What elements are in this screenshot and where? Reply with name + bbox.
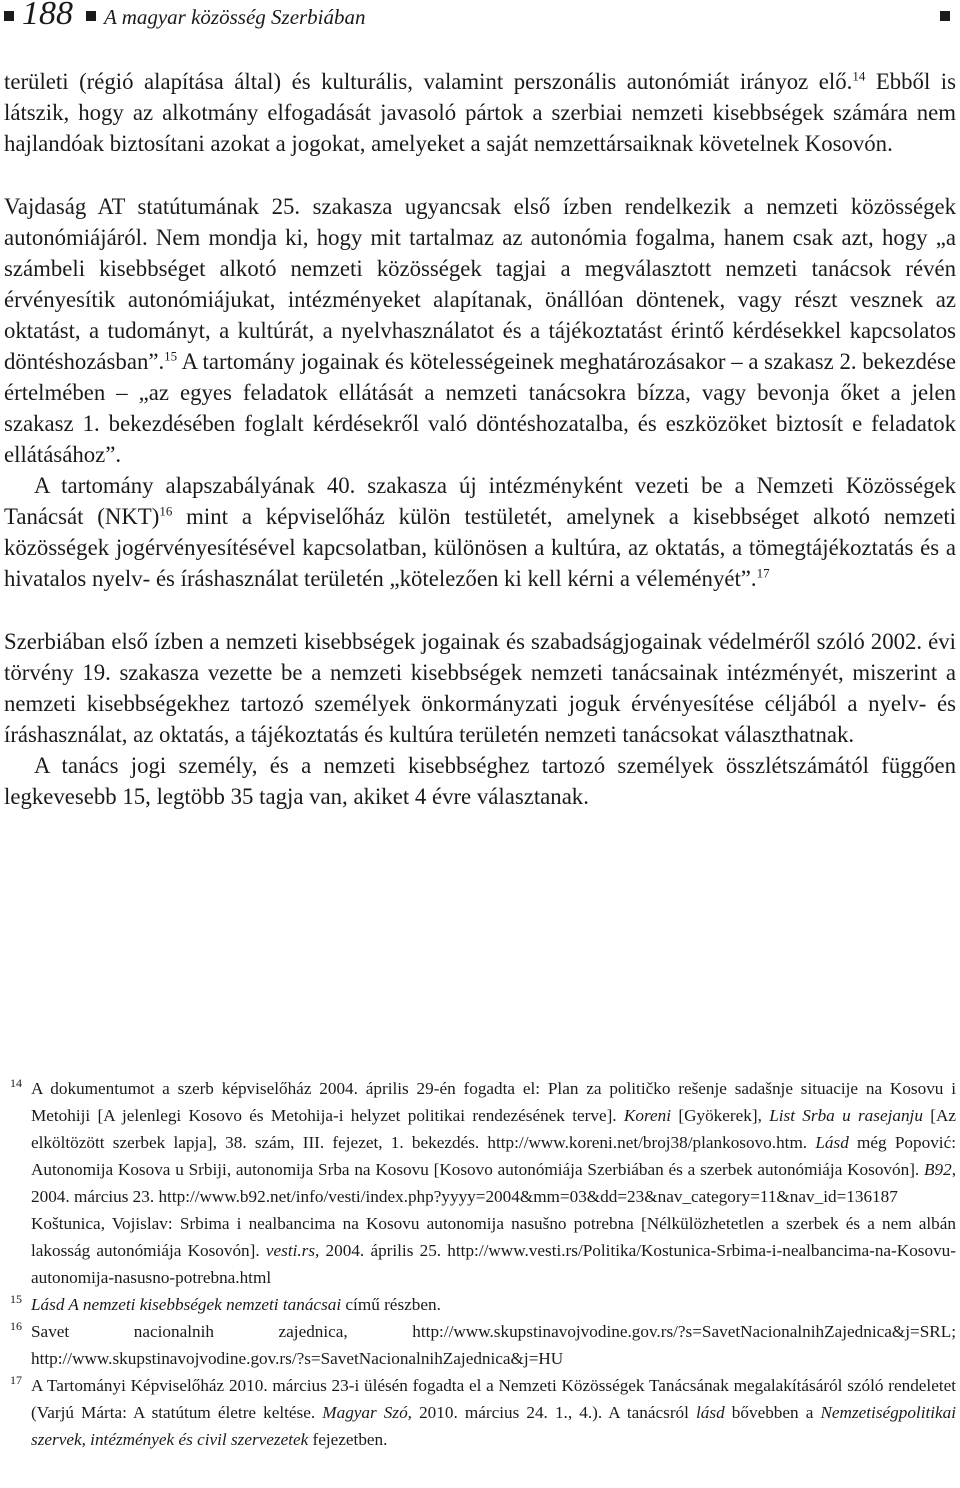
footnote-17: 17 A Tartományi Képviselőház 2010. március 23-i ülésén fogadta el a Nemzeti Közösségek Tanácsának megalakításáról szóló rendeletet (Varjú Márta: A statútum életre keltése. Magyar Szó, 2010. március 24. 1., 4.). A tanácsról lásd bővebben a Nemzetiségpolitikai szervek, intézmények és civil szervezetek fejezetben. xyxy=(4,1372,956,1453)
paragraph-3: A tartomány alapszabályának 40. szakasza új intézményként vezeti be a Nemzeti Közösségek Tanácsát (NKT)$^{16}$ mint a képviselőház külön testületét, amelynek a kisebbséget alkotó nemzeti közösségek jogérvényesítésével kapcsolatban, különösen a kultúra, az oktatás, a tömegtájékoztatás és a hivatalos nyelv- és íráshasználat területén „kötelezően ki kell kérni a véleményét”.$^{17}$ xyxy=(4,473,956,591)
footnote-number: 16 xyxy=(10,1319,22,1333)
paragraph-5: A tanács jogi személy, és a nemzeti kisebbséghez tartozó személyek összlétszámától függően legkevesebb 15, legtöbb 35 tagja van, akiket 4 évre választanak. xyxy=(4,753,956,809)
footnote-ref-17[interactable]: 17 xyxy=(756,565,770,581)
footnote-ref-14[interactable]: 14 xyxy=(852,68,866,84)
page-number: 188 xyxy=(22,0,73,32)
running-header xyxy=(0,0,960,40)
footnote-14-continued: Koštunica, Vojislav: Srbima i nealbancima na Kosovu autonomija nasušno potrebna [Nélkülözhetetlen a szerbek és a nem albán lakosság autonómiája Kosovón]. vesti.rs, 2004. április 25. http://www.vesti.rs/Politika/Kostunica-Srbima-i-nealbancima-na-Kosovu-autonomija-nasusno-potrebna.html xyxy=(31,1214,956,1287)
footnotes xyxy=(4,1075,956,1453)
header-square-icon xyxy=(4,11,14,21)
footnote-15: 15 Lásd A nemzeti kisebbségek nemzeti tanácsai című részben. xyxy=(4,1291,956,1318)
header-square-icon xyxy=(940,11,950,21)
footnote-number: 15 xyxy=(10,1292,22,1306)
footnote-ref-15[interactable]: 15 xyxy=(164,348,178,364)
footnote-ref-16[interactable]: 16 xyxy=(159,503,173,519)
paragraph-4: Szerbiában első ízben a nemzeti kisebbségek jogainak és szabadságjogainak védelméről szóló 2002. évi törvény 19. szakasza vezette be a nemzeti kisebbségek nemzeti tanácsainak intézményét, miszerint a nemzeti kisebbségekhez tartozó személyek önkormányzati joguk érvényesítése céljából a nyelv- és íráshasználat, az oktatás, a tájékoztatás és kultúra területén nemzeti tanácsokat választhatnak. xyxy=(4,629,956,747)
footnote-16: 16 Savet nacionalnih zajednica, http://www.skupstinavojvodine.gov.rs/?s=SavetNacionalnihZajednica&j=SRL; http://www.skupstinavojvodine.gov.rs/?s=SavetNacionalnihZajednica&j=HU xyxy=(4,1318,956,1372)
header-square-icon xyxy=(86,11,96,21)
paragraph-2: Vajdaság AT statútumának 25. szakasza ugyancsak első ízben rendelkezik a nemzeti közösségek autonómiájáról. Nem mondja ki, hogy mit tartalmaz az autonómia fogalma, hanem csak azt, hogy „a számbeli kisebbséget alkotó nemzeti közösségek tagjai a megválasztott nemzeti tanácsok révén érvényesítik autonómiájukat, intézményeket alapítanak, önállóan döntenek, vagy részt vesznek az oktatást, a tudományt, a kultúrát, a nyelvhasználatot és a tájékoztatást érintő kérdésekkel kapcsolatos döntéshozásban”.$^{15}$ A tartomány jogainak és kötelességeinek meghatározásakor – a szakasz 2. bekezdése értelmében – „az egyes feladatok ellátását a nemzeti tanácsokra bízza, vagy bevonja őket a jelen szakasz 1. bekezdésében foglalt kérdésekről való döntéshozatalba, és eszközöket biztosít e feladatok ellátásához”. xyxy=(4,194,956,467)
running-title: A magyar közösség Szerbiában xyxy=(104,5,366,29)
footnote-14: 14 A dokumentumot a szerb képviselőház 2004. április 29-én fogadta el: Plan za političko rešenje sadašnje situacije na Kosovu i Metohiji [A jelenlegi Kosovo és Metohija-i helyzet politikai rendezésének terve]. Koreni [Gyökerek], List Srba u rasejanju [Az elköltözött szerbek lapja], 38. szám, III. fejezet, 1. bekezdés. http://www.koreni.net/broj38/plankosovo.htm. Lásd még Popović: Autonomija Kosova u Srbiji, autonomija Srba na Kosovu [Kosovo autonómiája Szerbiában és a szerbek autonómiája Kosovón]. B92, 2004. március 23. http://www.b92.net/info/vesti/index.php?yyyy=2004&mm=03&dd=23&nav_category=11&nav_id=136187 xyxy=(4,1075,956,1210)
main-text xyxy=(4,66,956,812)
footnote-number: 14 xyxy=(10,1076,22,1090)
paragraph-1: területi (régió alapítása által) és kulturális, valamint perszonális autonómiát irányoz elő.$^{14}$ Ebből is látszik, hogy az alkotmány elfogadását javasoló pártok a szerbiai nemzeti kisebbségek számára nem hajlandóak biztosítani azokat a jogokat, amelyeket a saját nemzettársaiknak követelnek Kosovón. xyxy=(4,68,957,156)
footnote-number: 17 xyxy=(10,1373,22,1387)
